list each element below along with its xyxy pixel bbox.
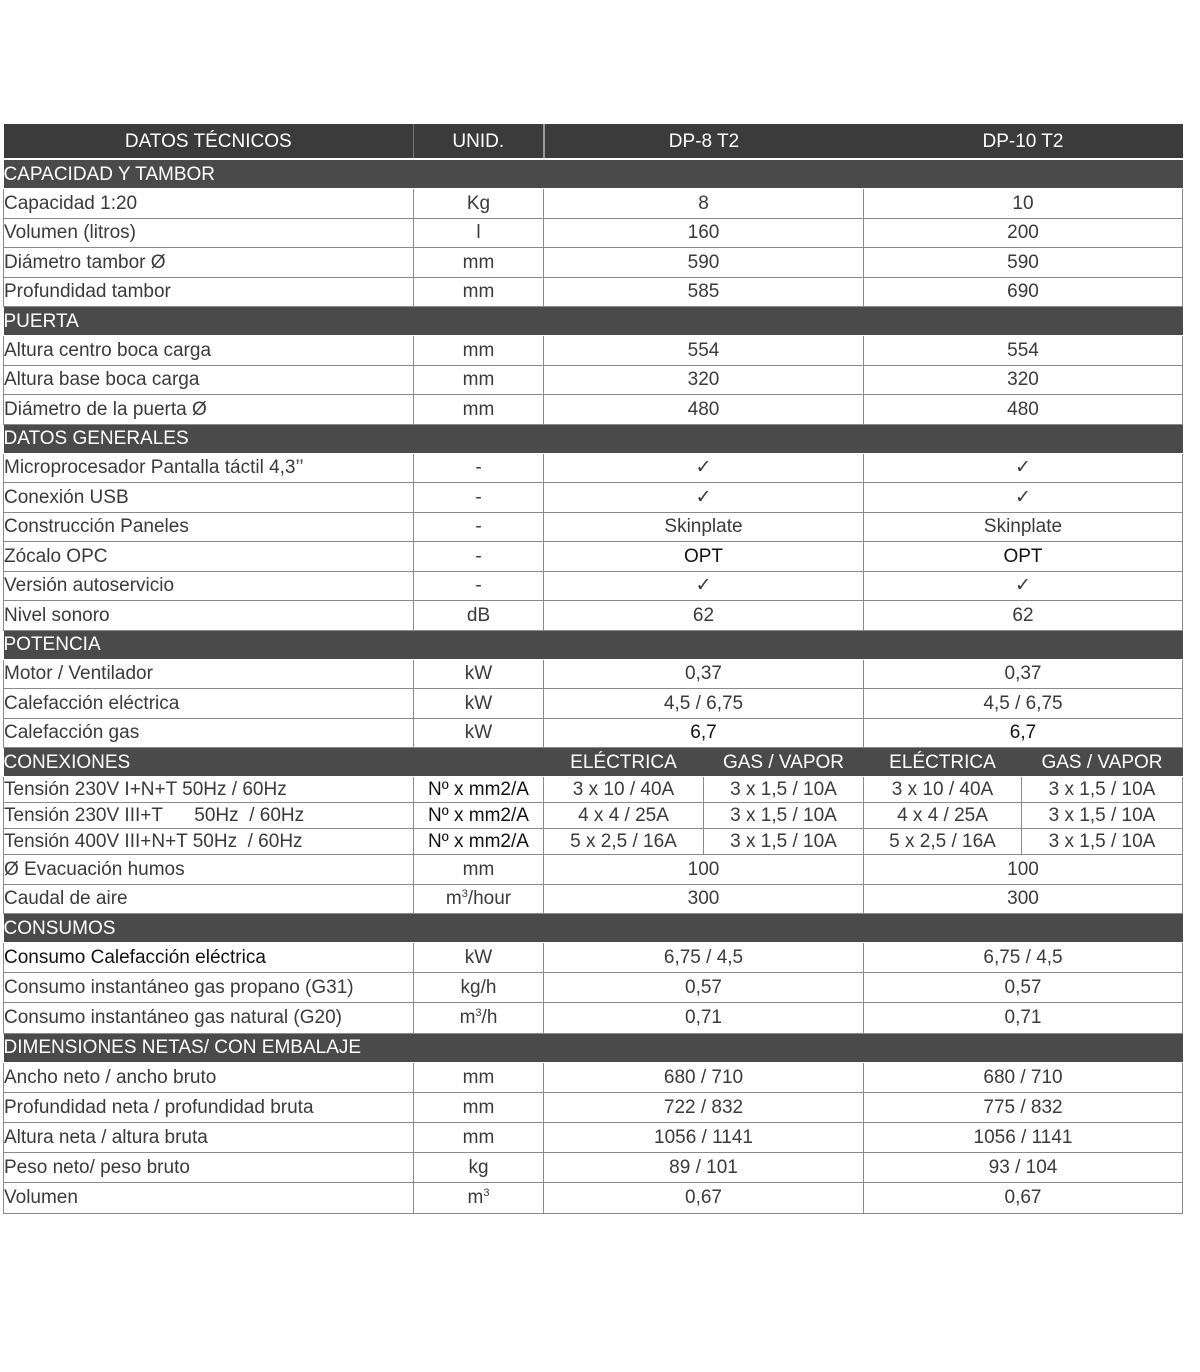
row-unit: - xyxy=(414,512,544,542)
header-model-dp8: DP-8 T2 xyxy=(544,124,864,159)
section-datos-generales xyxy=(4,424,1183,453)
table-row xyxy=(4,855,1183,885)
row-unit: kW xyxy=(414,718,544,748)
row-value-dp8: 6,7 xyxy=(544,718,864,748)
row-value-gas-dp10: 3 x 1,5 / 10A xyxy=(1022,803,1183,829)
row-unit: kW xyxy=(414,943,544,973)
row-value-dp10: 4,5 / 6,75 xyxy=(864,689,1183,719)
unit-superscript: 3 xyxy=(475,1007,482,1020)
row-value-dp8: 160 xyxy=(544,218,864,248)
row-unit: kg/h xyxy=(414,973,544,1003)
row-value-dp10: 0,57 xyxy=(864,973,1183,1003)
row-unit: mm xyxy=(414,1062,544,1092)
row-label: Profundidad tambor xyxy=(4,277,414,307)
row-value-dp8: 0,57 xyxy=(544,973,864,1003)
row-unit: kW xyxy=(414,689,544,719)
table-row xyxy=(4,542,1183,572)
table-row xyxy=(4,189,1183,219)
row-unit: Nº x mm2/A xyxy=(414,829,544,855)
row-value-dp10: 300 xyxy=(864,884,1183,914)
row-value-dp8: 4,5 / 6,75 xyxy=(544,689,864,719)
row-value-elec-dp10: 4 x 4 / 25A xyxy=(864,803,1022,829)
row-value-elec-dp10: 5 x 2,5 / 16A xyxy=(864,829,1022,855)
row-label: Altura centro boca carga xyxy=(4,336,414,366)
check-icon: ✓ xyxy=(864,483,1183,513)
unit-base: m xyxy=(445,888,462,910)
unit-superscript: 3 xyxy=(461,888,468,901)
section-title: DATOS GENERALES xyxy=(4,424,1183,453)
row-value-dp10: 0,37 xyxy=(864,659,1183,689)
row-value-dp8: 0,37 xyxy=(544,659,864,689)
table-row xyxy=(4,1122,1183,1152)
table-row xyxy=(4,1062,1183,1092)
row-label: Caudal de aire xyxy=(4,884,414,914)
row-label: Zócalo OPC xyxy=(4,542,414,572)
row-unit: mm xyxy=(414,336,544,366)
header-unid: UNID. xyxy=(414,124,544,159)
table-row xyxy=(4,943,1183,973)
header-datos-tecnicos: DATOS TÉCNICOS xyxy=(4,124,414,159)
row-label: Altura neta / altura bruta xyxy=(4,1122,414,1152)
row-value-elec-dp8: 4 x 4 / 25A xyxy=(544,803,704,829)
row-label: Volumen xyxy=(4,1183,414,1213)
section-puerta xyxy=(4,307,1183,336)
row-value-dp10: Skinplate xyxy=(864,512,1183,542)
row-unit: mm xyxy=(414,277,544,307)
unit-suffix: /h xyxy=(481,1007,498,1029)
table-row xyxy=(4,336,1183,366)
row-label: Consumo Calefacción eléctrica xyxy=(4,943,414,973)
row-label: Ancho neto / ancho bruto xyxy=(4,1062,414,1092)
subheader-electrica-dp10: ELÉCTRICA xyxy=(864,748,1022,777)
row-value-dp10: 100 xyxy=(864,855,1183,885)
table-row xyxy=(4,483,1183,513)
row-label: Profundidad neta / profundidad bruta xyxy=(4,1092,414,1122)
row-value-dp8: 585 xyxy=(544,277,864,307)
table-row xyxy=(4,601,1183,631)
row-value-dp10: 10 xyxy=(864,189,1183,219)
section-consumos xyxy=(4,914,1183,943)
unit-base: m xyxy=(459,1007,476,1029)
row-unit: Nº x mm2/A xyxy=(414,777,544,803)
row-value-dp10: 775 / 832 xyxy=(864,1092,1183,1122)
check-icon: ✓ xyxy=(544,483,864,513)
section-title: CAPACIDAD Y TAMBOR xyxy=(4,159,1183,189)
row-value-dp8: 89 / 101 xyxy=(544,1153,864,1183)
row-label: Calefacción gas xyxy=(4,718,414,748)
row-unit: Nº x mm2/A xyxy=(414,803,544,829)
row-unit: - xyxy=(414,542,544,572)
check-icon: ✓ xyxy=(864,453,1183,483)
section-title: PUERTA xyxy=(4,307,1183,336)
table-row xyxy=(4,277,1183,307)
row-value-gas-dp8: 3 x 1,5 / 10A xyxy=(704,803,864,829)
row-label: Tensión 230V III+T 50Hz / 60Hz xyxy=(4,803,414,829)
row-value-dp10: OPT xyxy=(864,542,1183,572)
section-dimensiones xyxy=(4,1033,1183,1062)
row-label: Motor / Ventilador xyxy=(4,659,414,689)
header-model-dp10: DP-10 T2 xyxy=(864,124,1183,159)
table-row xyxy=(4,453,1183,483)
row-label: Nivel sonoro xyxy=(4,601,414,631)
row-value-dp8: 1056 / 1141 xyxy=(544,1122,864,1152)
row-unit: - xyxy=(414,453,544,483)
section-title: DIMENSIONES NETAS/ CON EMBALAJE xyxy=(4,1033,1183,1062)
table-row xyxy=(4,1092,1183,1122)
header-row xyxy=(4,124,1183,159)
section-title: POTENCIA xyxy=(4,630,1183,659)
row-label: Diámetro tambor Ø xyxy=(4,248,414,278)
row-unit: - xyxy=(414,571,544,601)
section-conexiones xyxy=(4,748,1183,777)
row-label: Consumo instantáneo gas natural (G20) xyxy=(4,1003,414,1033)
row-value-dp8: OPT xyxy=(544,542,864,572)
row-unit: mm xyxy=(414,248,544,278)
row-value-dp8: 554 xyxy=(544,336,864,366)
subheader-gas-dp10: GAS / VAPOR xyxy=(1022,748,1183,777)
table-row xyxy=(4,803,1183,829)
row-unit: mm xyxy=(414,1092,544,1122)
row-unit: l xyxy=(414,218,544,248)
row-unit xyxy=(414,1003,544,1033)
row-value-dp8: 590 xyxy=(544,248,864,278)
row-value-dp8: 300 xyxy=(544,884,864,914)
table-row xyxy=(4,777,1183,803)
unit-superscript: 3 xyxy=(483,1187,490,1200)
row-value-dp10: 200 xyxy=(864,218,1183,248)
table-row xyxy=(4,689,1183,719)
row-value-gas-dp10: 3 x 1,5 / 10A xyxy=(1022,829,1183,855)
row-value-elec-dp8: 5 x 2,5 / 16A xyxy=(544,829,704,855)
table-row xyxy=(4,365,1183,395)
row-unit: Kg xyxy=(414,189,544,219)
row-value-dp10: 0,67 xyxy=(864,1183,1183,1213)
subheader-gas-dp8: GAS / VAPOR xyxy=(704,748,864,777)
row-label: Tensión 400V III+N+T 50Hz / 60Hz xyxy=(4,829,414,855)
table-row xyxy=(4,973,1183,1003)
row-label: Diámetro de la puerta Ø xyxy=(4,395,414,425)
row-unit: mm xyxy=(414,395,544,425)
table-row xyxy=(4,248,1183,278)
row-label: Conexión USB xyxy=(4,483,414,513)
technical-specs-table xyxy=(3,124,1183,1214)
table-row xyxy=(4,1183,1183,1213)
row-label: Tensión 230V I+N+T 50Hz / 60Hz xyxy=(4,777,414,803)
row-value-dp10: 480 xyxy=(864,395,1183,425)
row-value-dp10: 6,7 xyxy=(864,718,1183,748)
table-row xyxy=(4,884,1183,914)
row-unit xyxy=(414,1183,544,1213)
section-capacidad xyxy=(4,159,1183,189)
row-value-gas-dp8: 3 x 1,5 / 10A xyxy=(704,829,864,855)
row-unit: kW xyxy=(414,659,544,689)
row-label: Microprocesador Pantalla táctil 4,3’’ xyxy=(4,453,414,483)
row-unit: dB xyxy=(414,601,544,631)
row-value-dp10: 1056 / 1141 xyxy=(864,1122,1183,1152)
row-unit: mm xyxy=(414,1122,544,1152)
row-value-dp10: 320 xyxy=(864,365,1183,395)
table-row xyxy=(4,1153,1183,1183)
row-value-dp8: 8 xyxy=(544,189,864,219)
row-label: Calefacción eléctrica xyxy=(4,689,414,719)
row-label: Consumo instantáneo gas propano (G31) xyxy=(4,973,414,1003)
row-label: Capacidad 1:20 xyxy=(4,189,414,219)
row-value-dp8: 0,71 xyxy=(544,1003,864,1033)
row-value-dp10: 62 xyxy=(864,601,1183,631)
row-value-dp8: 480 xyxy=(544,395,864,425)
row-value-dp8: 722 / 832 xyxy=(544,1092,864,1122)
table-row xyxy=(4,659,1183,689)
row-label: Construcción Paneles xyxy=(4,512,414,542)
table-row xyxy=(4,718,1183,748)
table-row xyxy=(4,512,1183,542)
row-unit: - xyxy=(414,483,544,513)
row-value-dp8: 62 xyxy=(544,601,864,631)
row-value-elec-dp8: 3 x 10 / 40A xyxy=(544,777,704,803)
check-icon: ✓ xyxy=(544,571,864,601)
section-title: CONEXIONES xyxy=(4,748,544,777)
row-label: Peso neto/ peso bruto xyxy=(4,1153,414,1183)
row-value-gas-dp10: 3 x 1,5 / 10A xyxy=(1022,777,1183,803)
row-unit xyxy=(414,884,544,914)
unit-suffix: /hour xyxy=(467,888,512,910)
row-unit: kg xyxy=(414,1153,544,1183)
section-potencia xyxy=(4,630,1183,659)
row-value-dp8: 320 xyxy=(544,365,864,395)
table-row xyxy=(4,395,1183,425)
row-value-dp10: 690 xyxy=(864,277,1183,307)
check-icon: ✓ xyxy=(864,571,1183,601)
row-value-dp10: 0,71 xyxy=(864,1003,1183,1033)
row-label: Altura base boca carga xyxy=(4,365,414,395)
table-row xyxy=(4,571,1183,601)
row-label: Volumen (litros) xyxy=(4,218,414,248)
table-row xyxy=(4,218,1183,248)
row-unit: mm xyxy=(414,855,544,885)
unit-base: m xyxy=(467,1187,484,1209)
check-icon: ✓ xyxy=(544,453,864,483)
row-value-dp8: Skinplate xyxy=(544,512,864,542)
row-value-dp10: 554 xyxy=(864,336,1183,366)
table-row xyxy=(4,1003,1183,1033)
row-value-elec-dp10: 3 x 10 / 40A xyxy=(864,777,1022,803)
table-row xyxy=(4,829,1183,855)
section-title: CONSUMOS xyxy=(4,914,1183,943)
row-value-dp8: 680 / 710 xyxy=(544,1062,864,1092)
row-value-dp8: 0,67 xyxy=(544,1183,864,1213)
row-label: Versión autoservicio xyxy=(4,571,414,601)
row-label: Ø Evacuación humos xyxy=(4,855,414,885)
row-value-dp10: 680 / 710 xyxy=(864,1062,1183,1092)
subheader-electrica-dp8: ELÉCTRICA xyxy=(544,748,704,777)
row-value-dp8: 100 xyxy=(544,855,864,885)
row-value-dp10: 590 xyxy=(864,248,1183,278)
row-value-dp8: 6,75 / 4,5 xyxy=(544,943,864,973)
row-value-dp10: 6,75 / 4,5 xyxy=(864,943,1183,973)
row-unit: mm xyxy=(414,365,544,395)
row-value-gas-dp8: 3 x 1,5 / 10A xyxy=(704,777,864,803)
row-value-dp10: 93 / 104 xyxy=(864,1153,1183,1183)
